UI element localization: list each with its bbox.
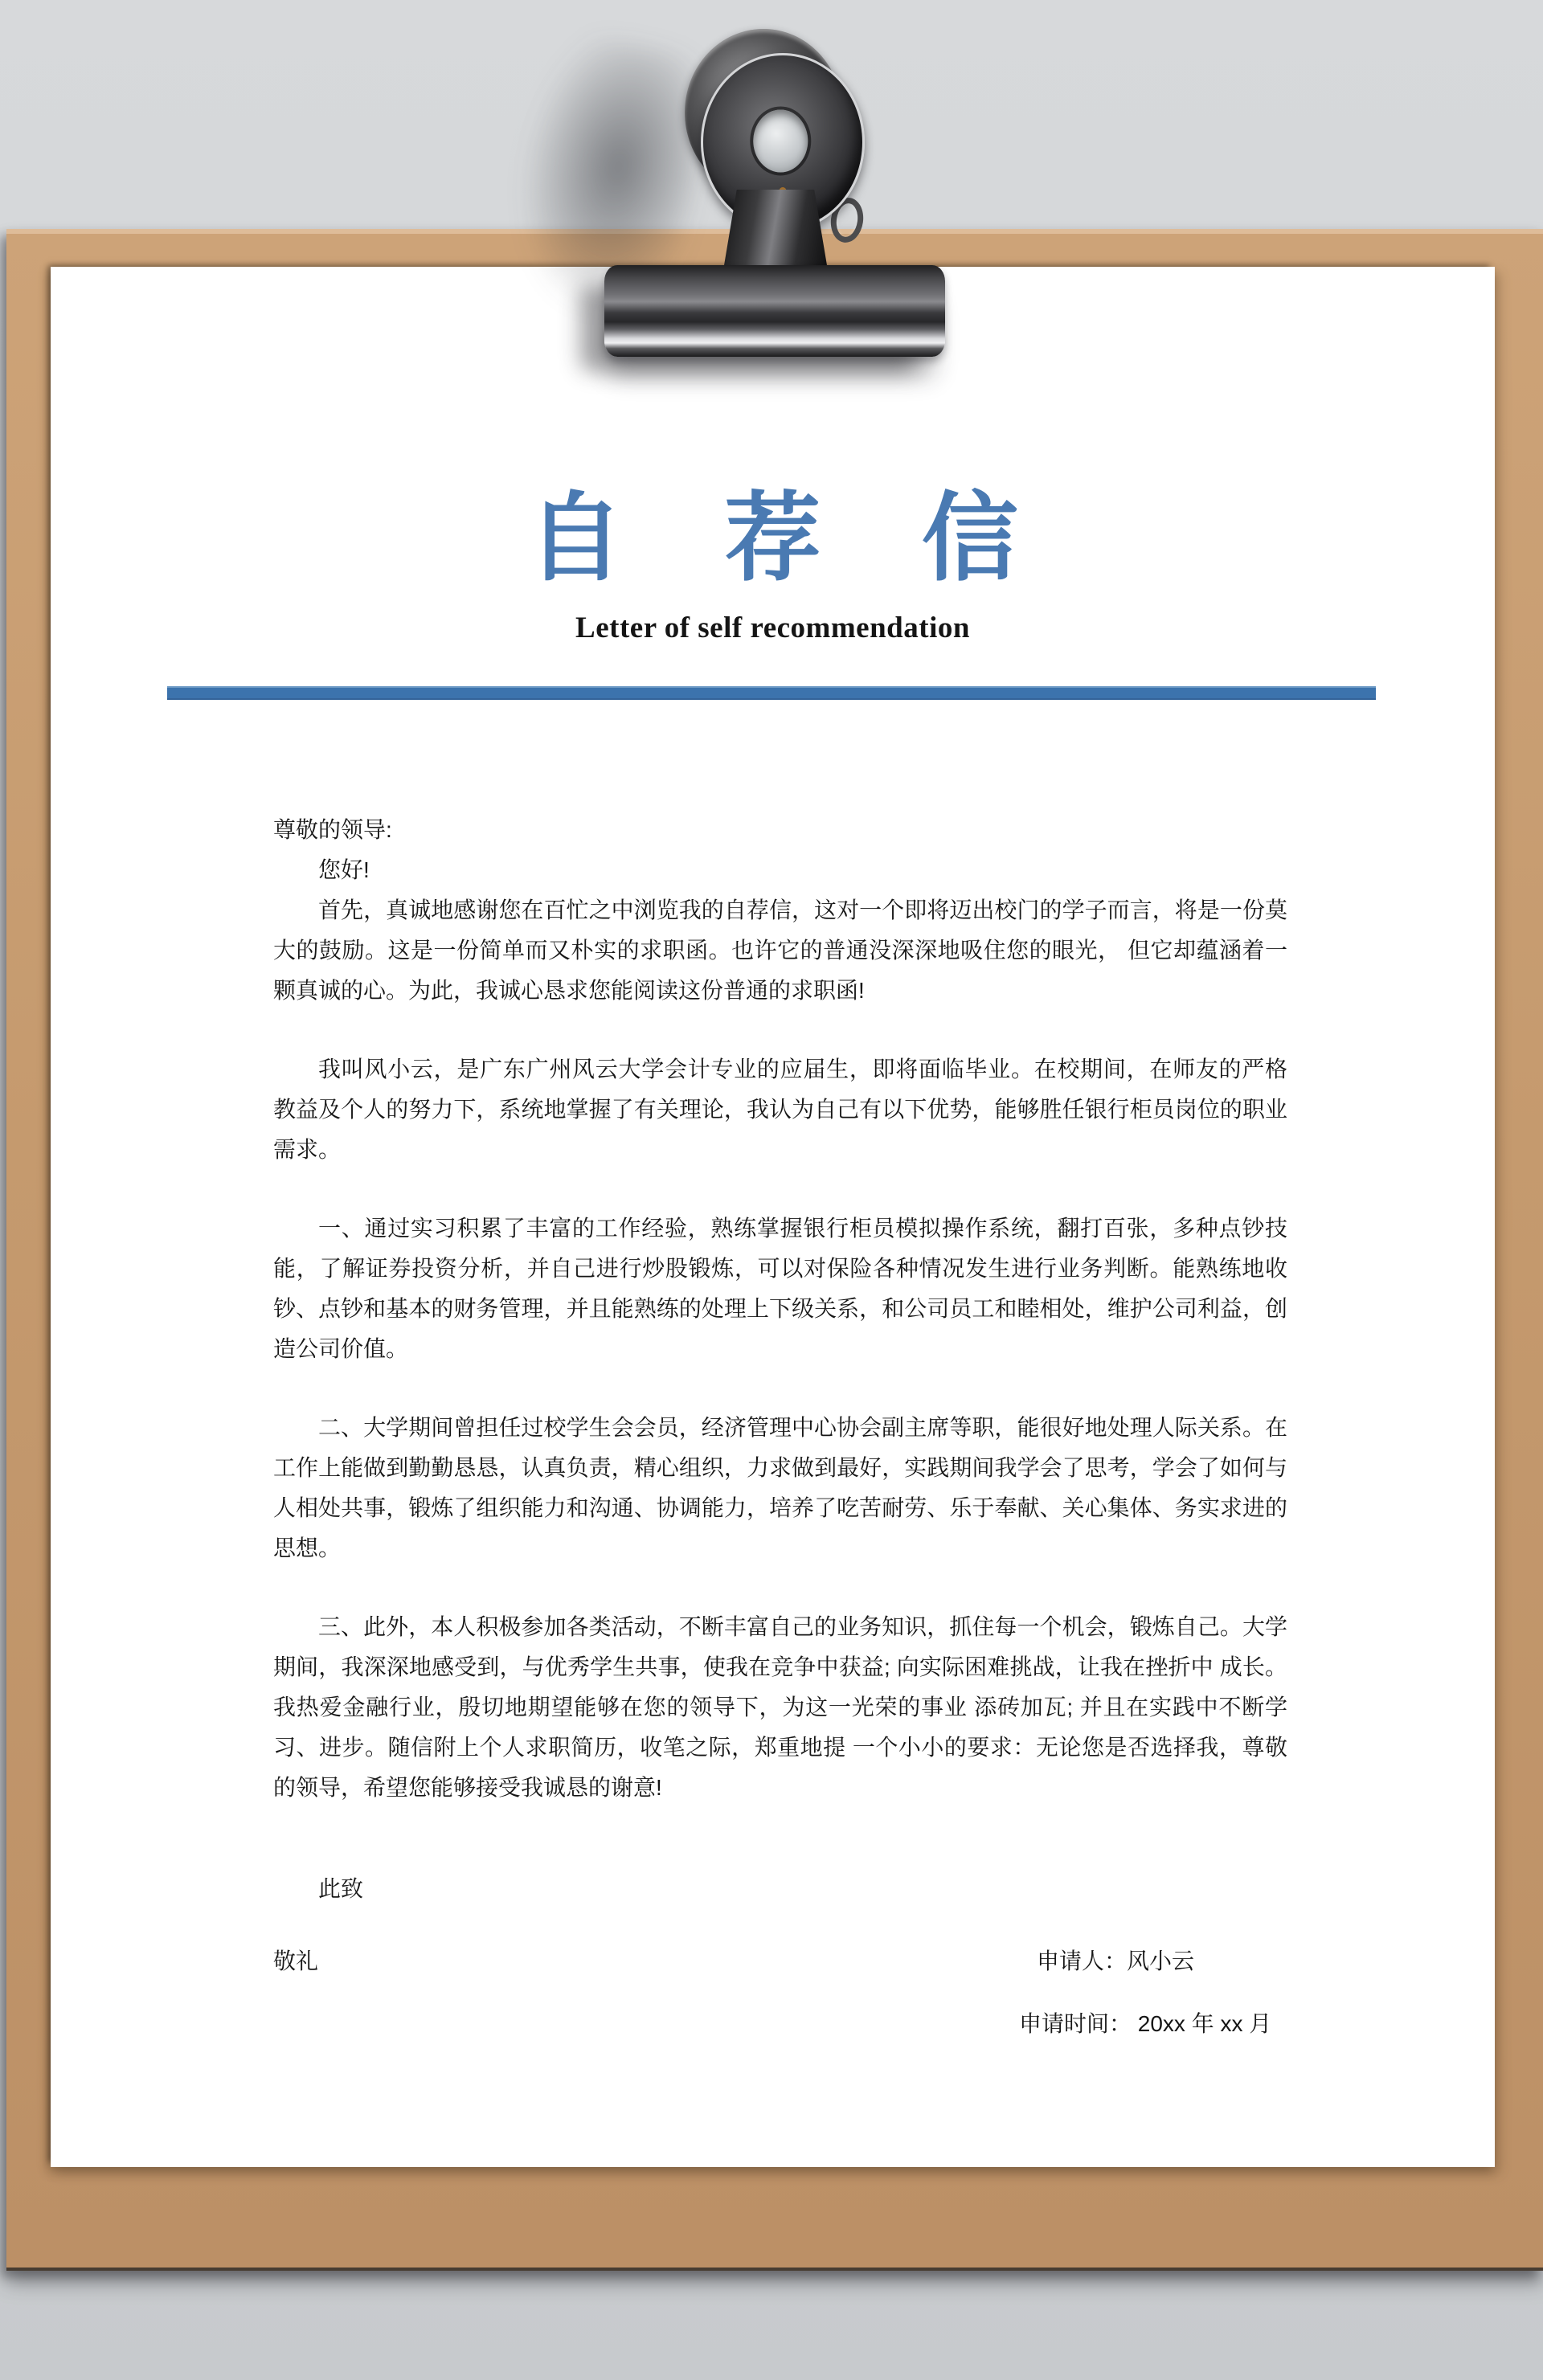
letter-title-english: Letter of self recommendation	[575, 611, 970, 644]
closing-cizhi: 此致	[318, 1876, 364, 1901]
paragraph-point-one: 一、通过实习积累了丰富的工作经验，熟练掌握银行柜员模拟操作系统，翻打百张，多种点钞技能，了解证券投资分析，并自己进行炒股锻炼，可以对保险各种情况发生进行业务判断。能熟练地收钞、点钞和基本的财务管理，并且能熟练的处理上下级关系，和公司员工和睦相处，维护公司利益，创造公司价值。	[273, 1216, 1287, 1361]
paragraph-intro: 首先，真诚地感谢您在百忙之中浏览我的自荐信，这对一个即将迈出校门的学子而言，将是一份莫大的鼓励。这是一份简单而又朴实的求职函。也许它的普通没深深地吸住您的眼光， 但它却蕴涵着一颗真诚的心。为此，我诚心恳求您能阅读这份普通的求职函!	[273, 898, 1287, 1003]
date-row	[273, 2004, 1287, 2044]
paragraph-self-introduction: 我叫风小云，是广东广州风云大学会计专业的应届生，即将面临毕业。在校期间，在师友的严格 教益及个人的努力下，系统地掌握了有关理论，我认为自己有以下优势，能够胜任银行柜员岗位的职业需求。	[273, 1057, 1287, 1162]
clip-jaw-icon	[604, 265, 945, 357]
clipboard-board	[6, 229, 1543, 2271]
greeting-line: 您好!	[318, 857, 370, 882]
divider-rule	[167, 686, 1376, 700]
closing-jingli: 敬礼	[273, 1949, 319, 1973]
application-date: 申请时间： 20xx 年 xx 月	[1019, 2011, 1272, 2036]
salutation-line: 尊敬的领导:	[273, 817, 392, 842]
paragraph-point-two: 二、大学期间曾担任过校学生会会员，经济管理中心协会副主席等职，能很好地处理人际关系。在工作上能做到勤勤恳恳，认真负责，精心组织，力求做到最好，实践期间我学会了思考，学会了如何与人相处共事，锻炼了组织能力和沟通、协调能力，培养了吃苦耐劳、乐于奉献、关心集体、务实求进的思想。	[273, 1415, 1287, 1560]
letter-paper	[51, 267, 1495, 2167]
letter-title-chinese: 自 荐 信	[527, 485, 1055, 592]
signature-row	[273, 1941, 1287, 1981]
clip-hole-icon	[753, 109, 808, 172]
letter-body	[273, 810, 1287, 2044]
paragraph-point-three: 三、此外，本人积极参加各类活动，不断丰富自己的业务知识，抓住每一个机会，锻炼自己。大学期间，我深深地感受到，与优秀学生共事，使我在竞争中获益; 向实际困难挑战，让我在挫折中 成长。我热爱金融行业，殷切地期望能够在您的领导下，为这一光荣的事业 添砖加瓦; 并且在实践中不断学习、进步。随信附上个人求职简历，收笔之际，郑重地提 一个小小的要求：无论您是否选择我，尊敬的领导，希望您能够接受我诚恳的谢意!	[273, 1614, 1287, 1800]
applicant-name: 申请人：风小云	[1037, 1949, 1195, 1973]
